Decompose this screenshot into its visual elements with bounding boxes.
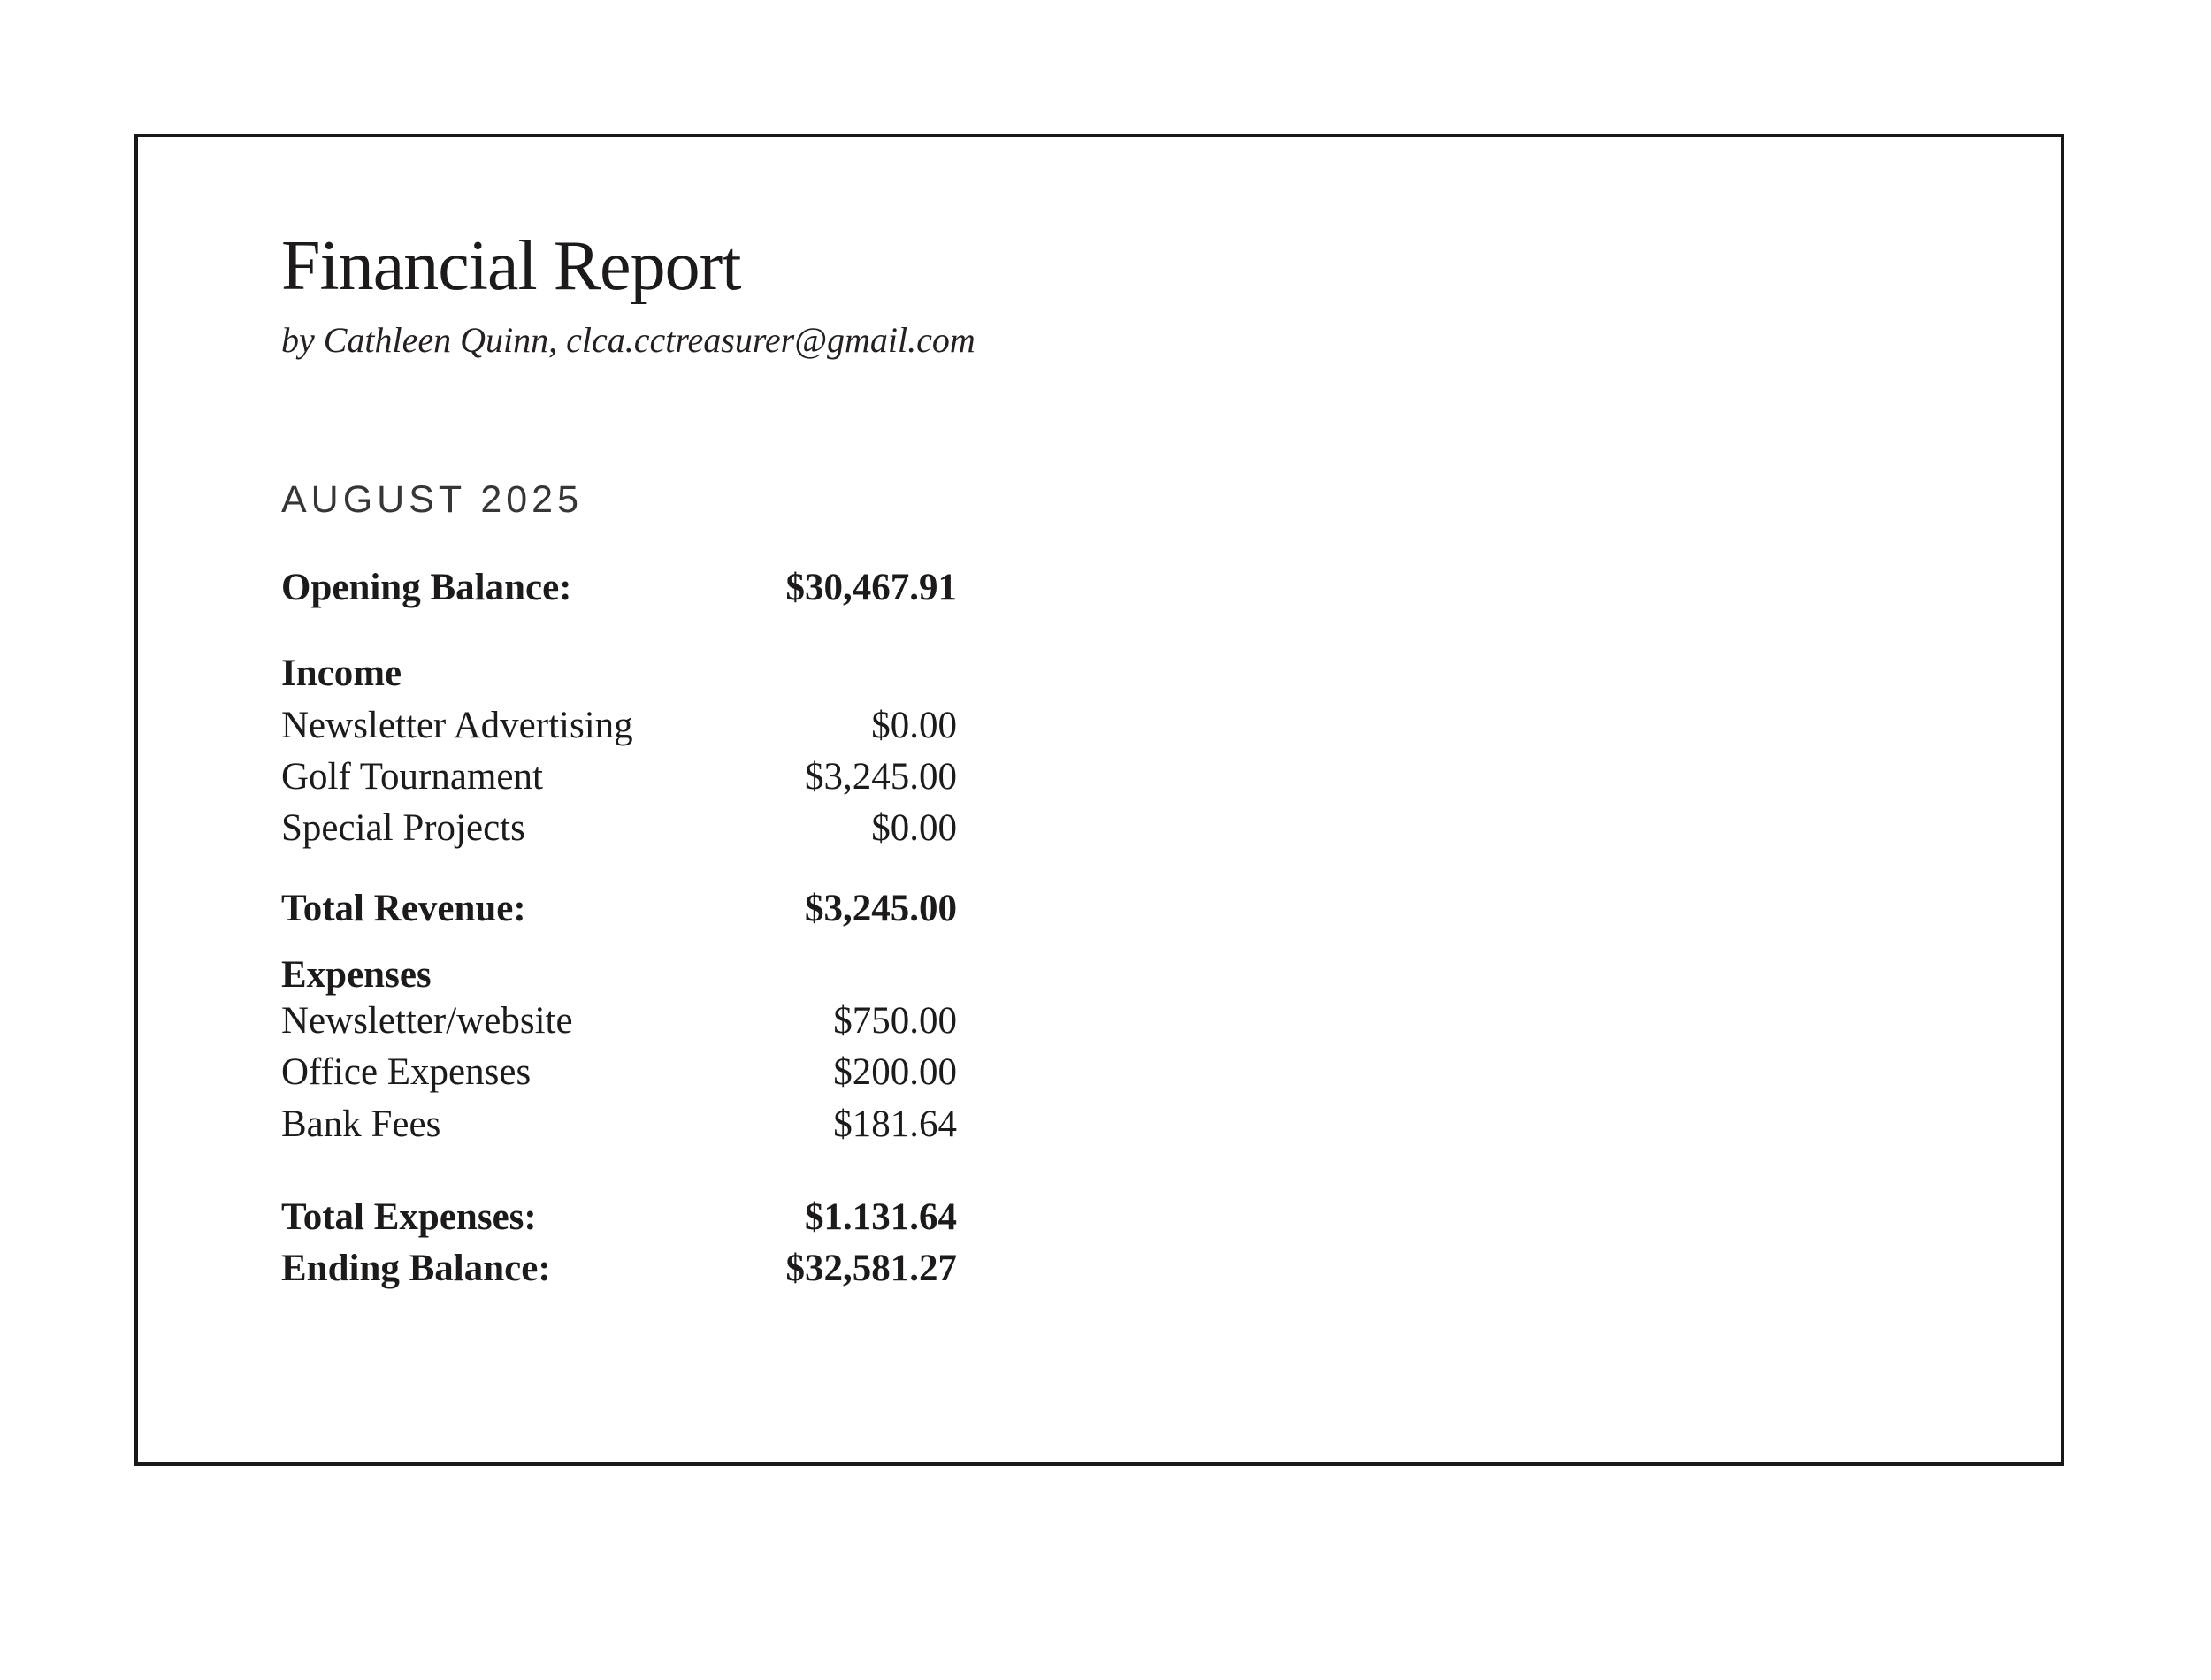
total-revenue-label: Total Revenue: [281,888,526,929]
ending-balance-label: Ending Balance: [281,1248,551,1289]
income-item-row [281,809,957,847]
income-item-row [281,706,957,745]
opening-balance-label: Opening Balance: [281,567,572,608]
income-section-heading [281,654,957,692]
total-expenses-value: $1.131.64 [805,1196,957,1238]
total-revenue-row [281,890,957,928]
expense-item-row [281,1002,957,1040]
expense-item-value: $200.00 [833,1051,957,1093]
expenses-heading-label: Expenses [281,954,432,996]
income-item-label: Newsletter Advertising [281,705,633,746]
expense-item-label: Office Expenses [281,1051,532,1093]
page-border-frame [134,134,2064,1466]
byline: by Cathleen Quinn, clca.cctreasurer@gmail.com [281,320,975,360]
income-item-value: $3,245.00 [805,756,957,798]
ending-balance-row [281,1249,957,1287]
expense-item-label: Bank Fees [281,1103,441,1145]
opening-balance-row [281,569,957,607]
income-item-label: Golf Tournament [281,756,543,798]
expense-item-row [281,1105,957,1143]
total-expenses-row [281,1198,957,1236]
income-heading-label: Income [281,653,402,694]
expenses-section-heading [281,956,957,994]
total-expenses-label: Total Expenses: [281,1196,537,1238]
income-item-value: $0.00 [871,807,957,849]
expense-item-label: Newsletter/website [281,1000,573,1042]
expense-item-value: $181.64 [833,1103,957,1145]
income-item-label: Special Projects [281,807,525,849]
ending-balance-value: $32,581.27 [785,1248,957,1289]
income-item-value: $0.00 [871,705,957,746]
opening-balance-value: $30,467.91 [785,567,957,608]
period-heading: AUGUST 2025 [281,478,584,521]
income-item-row [281,758,957,796]
expense-item-value: $750.00 [833,1000,957,1042]
total-revenue-value: $3,245.00 [805,888,957,929]
report-title: Financial Report [281,227,741,305]
expense-item-row [281,1053,957,1091]
